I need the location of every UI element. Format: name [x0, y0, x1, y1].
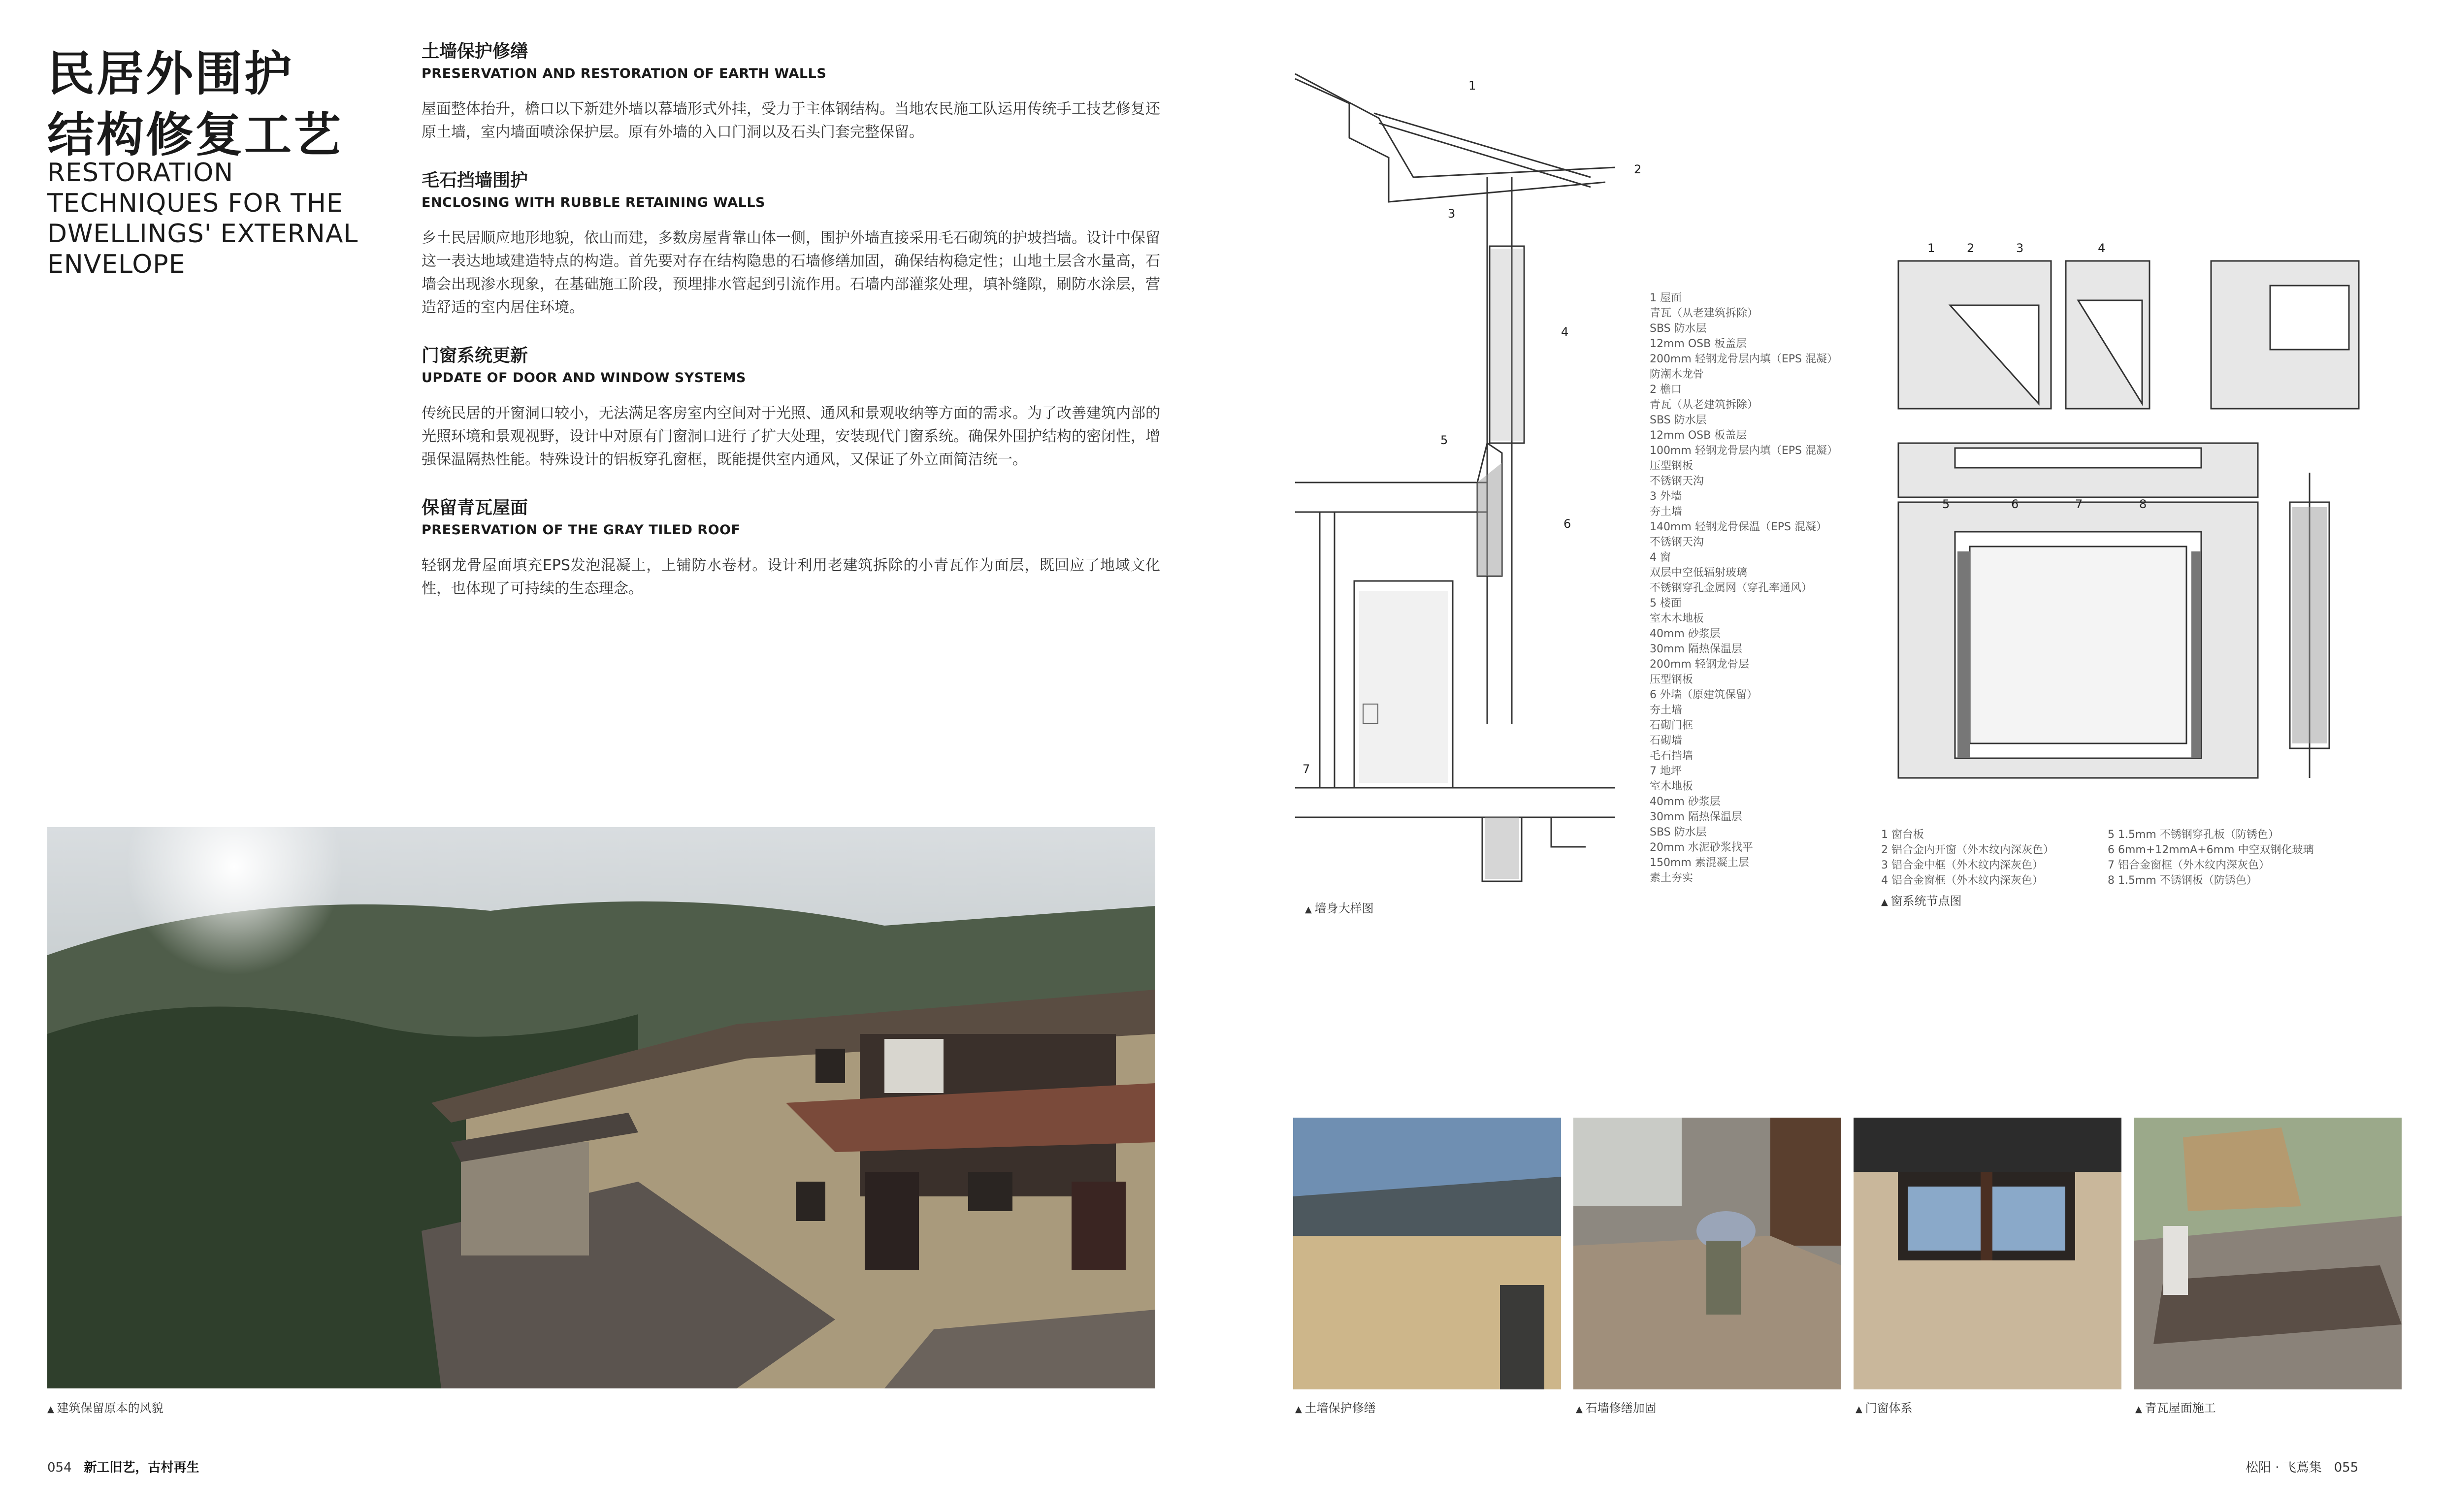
section-heading-en: ENCLOSING WITH RUBBLE RETAINING WALLS [422, 195, 765, 210]
win-num-2: 2 [1967, 241, 1975, 255]
wall-legend: 1 屋面 青瓦（从老建筑拆除） SBS 防水层 12mm OSB 板盖层 200mm 轻钢龙骨层内填（EPS 混凝） 防潮木龙骨 2 檐口 青瓦（从老建筑拆除） SBS 防水层 12mm OSB 板盖层 100mm 轻钢龙骨层内填（EPS 混凝） 压型钢板 不锈钢天沟 3 外墙 夯土墙 140mm 轻钢龙骨保温（EPS 混凝） 不锈钢天沟 4 窗 双层中空低辐射玻璃 不锈钢穿孔金属网（穿孔率通风） 5 楼面 室木木地板 40mm 砂浆层 30mm 隔热保温层 200mm 轻钢龙骨层 压型钢板 6 外墙（原建筑保留） 夯土墙 石砌门框 石砌墙 毛石挡墙 7 地坪 室木地板 40mm 砂浆层 30mm 隔热保温层 SBS 防水层 20mm 水泥砂浆找平 150mm 素混凝土层 素土夯实 [1650, 292, 1838, 884]
photo-earth-wall [1293, 1118, 1561, 1389]
win-num-5: 5 [1942, 497, 1950, 511]
page-number-right: 055 [2334, 1460, 2359, 1475]
caption-window-nodes: ▲ 窗系统节点图 [1881, 891, 1962, 908]
section-body: 乡土民居顺应地形地貌，依山而建，多数房屋背靠山体一侧，围护外墙直接采用毛石砌筑的护坡挡墙。设计中保留这一表达地域建造特点的构造。首先要对存在结构隐患的石墙修缮加固，确保结构稳定性；山地土层含水量高，石墙会出现渗水现象，在基础施工阶段，预埋排水管起到引流作用。石墙内部灌浆处理，填补缝隙，刷防水涂层，营造舒适的室内居住环境。 [422, 229, 1160, 316]
section-heading-cn: 毛石挡墙围护 [422, 170, 528, 191]
window-legend-right: 5 1.5mm 不锈钢穿孔板（防锈色） 6 6mm+12mmA+6mm 中空双钢化玻璃 7 铝合金窗框（外木纹内深灰色） 8 1.5mm 不锈钢板（防锈色） [2108, 829, 2314, 887]
section-body: 轻钢龙骨屋面填充EPS发泡混凝土，上铺防水卷材。设计利用老建筑拆除的小青瓦作为面层，既回应了地域文化性，也体现了可持续的生态理念。 [422, 557, 1160, 597]
photo-tile-roof [2134, 1118, 2402, 1389]
section-heading-cn: 门窗系统更新 [422, 346, 528, 366]
wall-num-2: 2 [1634, 162, 1642, 176]
caption-photo-2: ▲ 石墙修缮加固 [1576, 1398, 1657, 1415]
page-title-cn: 民居外围护 结构修复工艺 [47, 46, 343, 162]
section-heading-en: PRESERVATION OF THE GRAY TILED ROOF [422, 522, 741, 538]
section-heading-cn: 保留青瓦屋面 [422, 498, 528, 518]
caption-wall-detail: ▲ 墙身大样图 [1305, 899, 1374, 916]
section-body: 传统民居的开窗洞口较小，无法满足客房室内空间对于光照、通风和景观收纳等方面的需求。为了改善建筑内部的光照环境和景观视野，设计中对原有门窗洞口进行了扩大处理，安装现代门窗系统。确保外围护结构的密闭性，增强保温隔热性能。特殊设计的铝板穿孔窗框，既能提供室内通风，又保证了外立面简洁统一。 [422, 405, 1160, 468]
wall-num-5: 5 [1440, 433, 1448, 447]
caption-main-photo: ▲ 建筑保留原本的风貌 [47, 1398, 163, 1415]
photo-door-window [1854, 1118, 2121, 1389]
win-num-7: 7 [2075, 497, 2083, 511]
section-title-right: 松阳 · 飞蔦集 [2246, 1460, 2322, 1475]
section-body: 屋面整体抬升，檐口以下新建外墙以幕墙形式外挂，受力于主体钢结构。当地农民施工队运用传统手工技艺修复还原土墙，室内墙面喷涂保护层。原有外墙的入口门洞以及石头门套完整保留。 [422, 100, 1160, 141]
section-rubble-walls [422, 168, 1160, 319]
wall-num-1: 1 [1468, 79, 1476, 93]
page-title-en: RESTORATION TECHNIQUES FOR THE DWELLINGS' EXTERNAL ENVELOPE [47, 158, 358, 279]
wall-num-3: 3 [1448, 207, 1456, 221]
wall-num-4: 4 [1561, 325, 1569, 339]
village-photo [47, 827, 1155, 1388]
caption-photo-1: ▲ 土墙保护修缮 [1295, 1398, 1376, 1415]
folio-right [2246, 1457, 2358, 1476]
win-num-8: 8 [2139, 497, 2147, 511]
wall-num-7: 7 [1303, 762, 1310, 776]
folio-left [47, 1457, 199, 1476]
window-legend-left: 1 窗台板 2 铝合金内开窗（外木纹内深灰色） 3 铝合金中框（外木纹内深灰色） 4 铝合金窗框（外木纹内深灰色） [1881, 829, 2054, 887]
section-door-window [422, 344, 1160, 471]
photo-stone-wall [1573, 1118, 1841, 1389]
window-node-drawing [1896, 256, 2388, 788]
caption-photo-3: ▲ 门窗体系 [1856, 1398, 1913, 1415]
page-number-left: 054 [47, 1460, 72, 1475]
section-earth-walls [422, 39, 1160, 144]
win-num-3: 3 [2016, 241, 2024, 255]
section-heading-en: PRESERVATION AND RESTORATION OF EARTH WALLS [422, 66, 827, 81]
section-heading-cn: 土墙保护修缮 [422, 41, 528, 62]
win-num-1: 1 [1927, 241, 1935, 255]
win-num-6: 6 [2011, 497, 2019, 511]
section-heading-en: UPDATE OF DOOR AND WINDOW SYSTEMS [422, 370, 746, 386]
text-column [422, 39, 1160, 625]
wall-num-6: 6 [1564, 517, 1571, 531]
section-title-left: 新工旧艺，古村再生 [84, 1460, 199, 1475]
section-tiled-roof [422, 496, 1160, 600]
wall-section-drawing [1290, 59, 1625, 886]
caption-photo-4: ▲ 青瓦屋面施工 [2135, 1398, 2216, 1415]
win-num-4: 4 [2098, 241, 2106, 255]
